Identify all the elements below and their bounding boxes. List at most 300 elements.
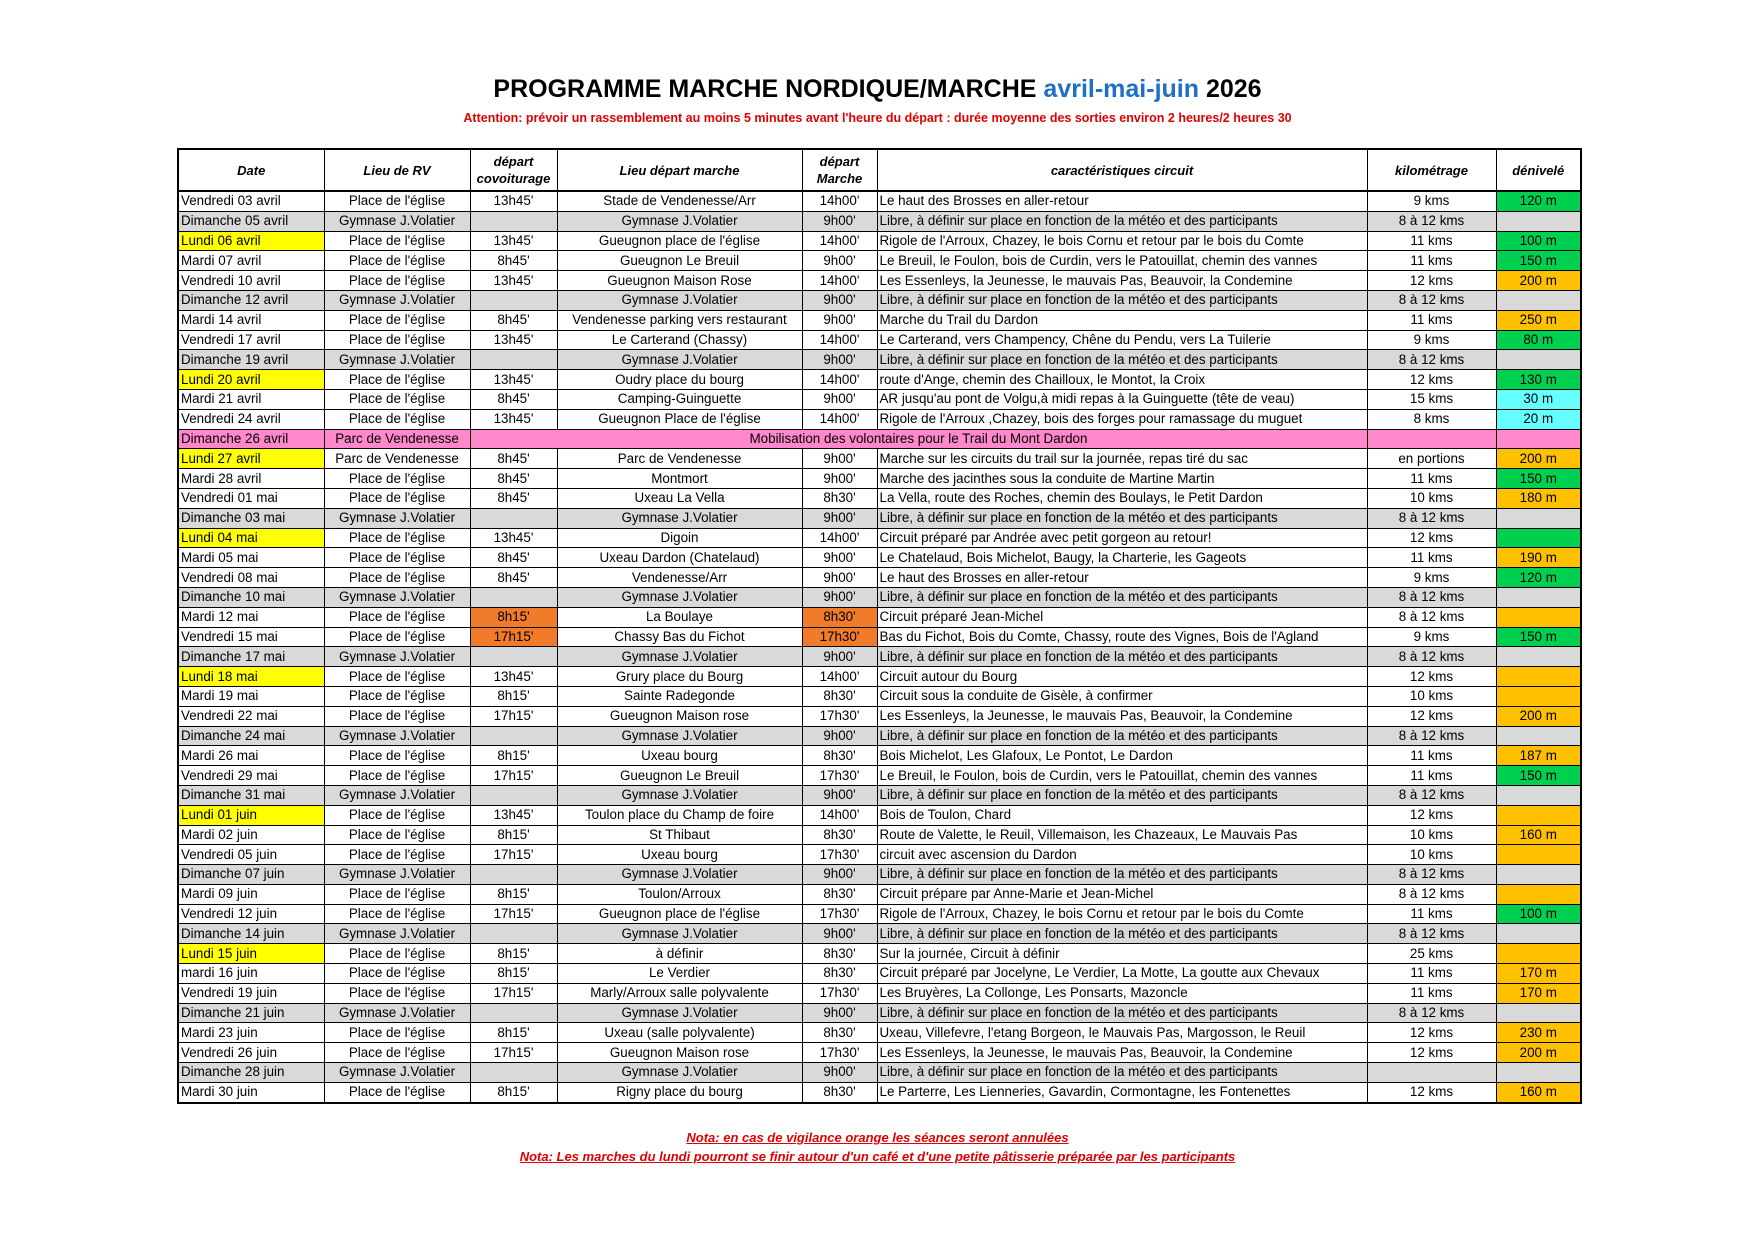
cell-lieu-rv: Gymnase J.Volatier [324, 1003, 470, 1023]
cell-lieu-rv: Place de l'église [324, 1082, 470, 1102]
cell-lieu-rv: Gymnase J.Volatier [324, 865, 470, 885]
cell-depart-marche: 9h00' [802, 587, 877, 607]
cell-denivele: 187 m [1496, 746, 1581, 766]
header-depart-marche: départ Marche [802, 149, 877, 191]
cell-kilometrage [1367, 1063, 1496, 1083]
cell-depart-marche: 17h30' [802, 845, 877, 865]
cell-kilometrage: 8 à 12 kms [1367, 508, 1496, 528]
cell-denivele [1496, 1003, 1581, 1023]
cell-date: Vendredi 10 avril [178, 271, 324, 291]
cell-lieu-depart: Le Verdier [557, 964, 802, 984]
cell-depart-covoiturage: 17h15' [470, 766, 557, 786]
cell-kilometrage: 11 kms [1367, 231, 1496, 251]
cell-depart-marche: 9h00' [802, 251, 877, 271]
cell-depart-covoiturage: 8h15' [470, 944, 557, 964]
cell-lieu-rv: Place de l'église [324, 667, 470, 687]
cell-depart-marche: 9h00' [802, 924, 877, 944]
cell-lieu-depart: Gymnase J.Volatier [557, 647, 802, 667]
cell-denivele: 200 m [1496, 271, 1581, 291]
cell-denivele [1496, 211, 1581, 231]
cell-circuit: Libre, à définir sur place en fonction de la météo et des participants [877, 587, 1367, 607]
cell-lieu-depart: Gymnase J.Volatier [557, 587, 802, 607]
cell-date: Lundi 27 avril [178, 449, 324, 469]
cell-denivele [1496, 805, 1581, 825]
cell-depart-covoiturage: 8h45' [470, 548, 557, 568]
cell-circuit: circuit avec ascension du Dardon [877, 845, 1367, 865]
title-year: 2026 [1205, 75, 1262, 103]
cell-circuit: Le Breuil, le Foulon, bois de Curdin, vers le Patouillat, chemin des vannes [877, 766, 1367, 786]
table-row [178, 469, 1581, 489]
cell-depart-marche: 8h30' [802, 607, 877, 627]
cell-depart-marche: 9h00' [802, 568, 877, 588]
table-row [178, 409, 1581, 429]
cell-depart-marche: 9h00' [802, 350, 877, 370]
cell-denivele: 180 m [1496, 488, 1581, 508]
cell-date: Vendredi 26 juin [178, 1043, 324, 1063]
cell-depart-covoiturage: 13h45' [470, 231, 557, 251]
title-period: avril-mai-juin [1043, 75, 1200, 103]
cell-depart-marche: 9h00' [802, 449, 877, 469]
table-row [178, 667, 1581, 687]
cell-lieu-depart: Vendenesse parking vers restaurant [557, 310, 802, 330]
cell-denivele: 170 m [1496, 964, 1581, 984]
cell-kilometrage: 8 à 12 kms [1367, 884, 1496, 904]
cell-lieu-depart: Gueugnon Maison Rose [557, 271, 802, 291]
cell-circuit: Libre, à définir sur place en fonction de la météo et des participants [877, 924, 1367, 944]
table-row [178, 310, 1581, 330]
cell-date: Dimanche 17 mai [178, 647, 324, 667]
cell-kilometrage: 8 à 12 kms [1367, 924, 1496, 944]
cell-kilometrage: 8 à 12 kms [1367, 647, 1496, 667]
cell-denivele [1496, 726, 1581, 746]
table-row [178, 389, 1581, 409]
cell-lieu-rv: Gymnase J.Volatier [324, 924, 470, 944]
cell-depart-covoiturage: 8h45' [470, 251, 557, 271]
cell-lieu-depart: Uxeau bourg [557, 746, 802, 766]
cell-depart-marche: 14h00' [802, 409, 877, 429]
cell-kilometrage: 11 kms [1367, 904, 1496, 924]
cell-kilometrage: 11 kms [1367, 766, 1496, 786]
cell-circuit: Rigole de l'Arroux ,Chazey, bois des forges pour ramassage du muguet [877, 409, 1367, 429]
cell-depart-covoiturage: 8h15' [470, 686, 557, 706]
cell-lieu-depart: Uxeau La Vella [557, 488, 802, 508]
cell-denivele: 160 m [1496, 825, 1581, 845]
cell-depart-covoiturage: 13h45' [470, 528, 557, 548]
cell-date: Mardi 02 juin [178, 825, 324, 845]
cell-depart-marche: 17h30' [802, 983, 877, 1003]
table-row [178, 330, 1581, 350]
header-kilometrage: kilométrage [1367, 149, 1496, 191]
cell-denivele: 250 m [1496, 310, 1581, 330]
cell-lieu-depart: Grury place du Bourg [557, 667, 802, 687]
cell-lieu-depart: Sainte Radegonde [557, 686, 802, 706]
table-row [178, 607, 1581, 627]
cell-lieu-rv: Place de l'église [324, 884, 470, 904]
cell-depart-covoiturage: 13h45' [470, 191, 557, 211]
cell-lieu-rv: Place de l'église [324, 1023, 470, 1043]
cell-depart-covoiturage: 17h15' [470, 706, 557, 726]
table-row [178, 1082, 1581, 1102]
cell-lieu-rv: Gymnase J.Volatier [324, 290, 470, 310]
header-date: Date [178, 149, 324, 191]
cell-circuit: AR jusqu'au pont de Volgu,à midi repas à la Guinguette (tête de veau) [877, 389, 1367, 409]
cell-kilometrage: 8 à 12 kms [1367, 785, 1496, 805]
cell-depart-marche: 8h30' [802, 746, 877, 766]
cell-depart-covoiturage [470, 508, 557, 528]
cell-lieu-depart: Digoin [557, 528, 802, 548]
cell-denivele [1496, 429, 1581, 449]
cell-lieu-depart: Stade de Vendenesse/Arr [557, 191, 802, 211]
cell-lieu-rv: Place de l'église [324, 706, 470, 726]
cell-kilometrage: en portions [1367, 449, 1496, 469]
table-row [178, 865, 1581, 885]
cell-depart-marche: 17h30' [802, 904, 877, 924]
cell-depart-marche: 14h00' [802, 330, 877, 350]
header-lieu-depart: Lieu départ marche [557, 149, 802, 191]
cell-kilometrage: 9 kms [1367, 568, 1496, 588]
cell-denivele [1496, 290, 1581, 310]
cell-kilometrage: 12 kms [1367, 667, 1496, 687]
cell-date: Mardi 09 juin [178, 884, 324, 904]
table-row [178, 429, 1581, 449]
attention-notice: Attention: prévoir un rassemblement au moins 5 minutes avant l'heure du départ : durée moyenne des sorties environ 2 heures/2 heures 30 [463, 111, 1292, 125]
cell-kilometrage: 12 kms [1367, 370, 1496, 390]
cell-date: Dimanche 03 mai [178, 508, 324, 528]
cell-depart-marche: 14h00' [802, 667, 877, 687]
cell-kilometrage: 12 kms [1367, 706, 1496, 726]
cell-lieu-depart: Parc de Vendenesse [557, 449, 802, 469]
cell-circuit: Circuit préparé Jean-Michel [877, 607, 1367, 627]
cell-kilometrage: 8 à 12 kms [1367, 587, 1496, 607]
cell-depart-covoiturage: 8h15' [470, 1023, 557, 1043]
table-row [178, 944, 1581, 964]
cell-circuit: Circuit autour du Bourg [877, 667, 1367, 687]
table-row [178, 686, 1581, 706]
cell-date: mardi 16 juin [178, 964, 324, 984]
cell-denivele: 120 m [1496, 191, 1581, 211]
cell-denivele [1496, 686, 1581, 706]
cell-denivele: 80 m [1496, 330, 1581, 350]
cell-circuit: La Vella, route des Roches, chemin des Boulays, le Petit Dardon [877, 488, 1367, 508]
cell-lieu-depart: Gymnase J.Volatier [557, 350, 802, 370]
cell-lieu-depart: Le Carterand (Chassy) [557, 330, 802, 350]
cell-date: Dimanche 10 mai [178, 587, 324, 607]
cell-lieu-depart: Toulon place du Champ de foire [557, 805, 802, 825]
table-row [178, 1063, 1581, 1083]
cell-circuit: Le Chatelaud, Bois Michelot, Baugy, la Charterie, les Gageots [877, 548, 1367, 568]
cell-denivele: 150 m [1496, 469, 1581, 489]
cell-lieu-depart: Uxeau Dardon (Chatelaud) [557, 548, 802, 568]
cell-circuit: Libre, à définir sur place en fonction de la météo et des participants [877, 785, 1367, 805]
cell-denivele: 150 m [1496, 766, 1581, 786]
cell-lieu-depart: Gymnase J.Volatier [557, 924, 802, 944]
cell-date: Vendredi 17 avril [178, 330, 324, 350]
cell-depart-covoiturage: 13h45' [470, 805, 557, 825]
cell-date: Vendredi 24 avril [178, 409, 324, 429]
table-row [178, 924, 1581, 944]
cell-lieu-depart: Gueugnon Place de l'église [557, 409, 802, 429]
table-row [178, 251, 1581, 271]
table-row [178, 904, 1581, 924]
cell-denivele: 200 m [1496, 1043, 1581, 1063]
cell-date: Lundi 06 avril [178, 231, 324, 251]
cell-circuit: Bas du Fichot, Bois du Comte, Chassy, route des Vignes, Bois de l'Agland [877, 627, 1367, 647]
cell-circuit: Libre, à définir sur place en fonction de la météo et des participants [877, 726, 1367, 746]
cell-date: Dimanche 12 avril [178, 290, 324, 310]
cell-lieu-rv: Place de l'église [324, 469, 470, 489]
table-row [178, 449, 1581, 469]
cell-kilometrage: 11 kms [1367, 251, 1496, 271]
cell-lieu-rv: Gymnase J.Volatier [324, 726, 470, 746]
cell-circuit: Libre, à définir sur place en fonction de la météo et des participants [877, 865, 1367, 885]
cell-depart-marche: 14h00' [802, 191, 877, 211]
table-row [178, 964, 1581, 984]
cell-kilometrage: 12 kms [1367, 805, 1496, 825]
cell-depart-covoiturage: 8h45' [470, 310, 557, 330]
cell-lieu-rv: Place de l'église [324, 845, 470, 865]
cell-lieu-depart: Gymnase J.Volatier [557, 211, 802, 231]
cell-special-event: Mobilisation des volontaires pour le Trail du Mont Dardon [470, 429, 1367, 449]
cell-depart-covoiturage [470, 726, 557, 746]
cell-kilometrage: 12 kms [1367, 1023, 1496, 1043]
cell-date: Lundi 20 avril [178, 370, 324, 390]
cell-date: Lundi 15 juin [178, 944, 324, 964]
cell-depart-covoiturage: 17h15' [470, 983, 557, 1003]
cell-kilometrage: 12 kms [1367, 1043, 1496, 1063]
cell-lieu-rv: Place de l'église [324, 191, 470, 211]
cell-circuit: Libre, à définir sur place en fonction de la météo et des participants [877, 508, 1367, 528]
cell-denivele [1496, 587, 1581, 607]
cell-lieu-rv: Parc de Vendenesse [324, 429, 470, 449]
table-row [178, 746, 1581, 766]
cell-lieu-depart: Marly/Arroux salle polyvalente [557, 983, 802, 1003]
cell-denivele [1496, 1063, 1581, 1083]
cell-depart-marche: 9h00' [802, 1063, 877, 1083]
cell-depart-marche: 9h00' [802, 647, 877, 667]
cell-kilometrage: 11 kms [1367, 310, 1496, 330]
cell-lieu-rv: Gymnase J.Volatier [324, 211, 470, 231]
cell-date: Lundi 01 juin [178, 805, 324, 825]
cell-depart-marche: 8h30' [802, 1082, 877, 1102]
cell-depart-marche: 8h30' [802, 944, 877, 964]
cell-kilometrage: 25 kms [1367, 944, 1496, 964]
cell-depart-marche: 9h00' [802, 469, 877, 489]
table-row [178, 587, 1581, 607]
cell-lieu-rv: Place de l'église [324, 805, 470, 825]
cell-circuit: Libre, à définir sur place en fonction de la météo et des participants [877, 211, 1367, 231]
cell-lieu-depart: Chassy Bas du Fichot [557, 627, 802, 647]
table-row [178, 884, 1581, 904]
table-row [178, 647, 1581, 667]
cell-date: Vendredi 29 mai [178, 766, 324, 786]
cell-circuit: Rigole de l'Arroux, Chazey, le bois Cornu et retour par le bois du Comte [877, 904, 1367, 924]
cell-depart-covoiturage: 8h15' [470, 1082, 557, 1102]
cell-depart-covoiturage: 8h15' [470, 964, 557, 984]
cell-circuit: Le haut des Brosses en aller-retour [877, 191, 1367, 211]
cell-kilometrage: 8 à 12 kms [1367, 350, 1496, 370]
table-row [178, 290, 1581, 310]
cell-circuit: Marche du Trail du Dardon [877, 310, 1367, 330]
cell-denivele: 230 m [1496, 1023, 1581, 1043]
cell-denivele: 150 m [1496, 627, 1581, 647]
cell-date: Mardi 05 mai [178, 548, 324, 568]
cell-depart-covoiturage [470, 924, 557, 944]
table-row [178, 825, 1581, 845]
cell-depart-marche: 17h30' [802, 1043, 877, 1063]
cell-depart-marche: 14h00' [802, 370, 877, 390]
cell-denivele: 100 m [1496, 231, 1581, 251]
cell-date: Mardi 07 avril [178, 251, 324, 271]
cell-depart-covoiturage [470, 1003, 557, 1023]
cell-date: Dimanche 07 juin [178, 865, 324, 885]
cell-denivele: 100 m [1496, 904, 1581, 924]
cell-circuit: Le haut des Brosses en aller-retour [877, 568, 1367, 588]
cell-lieu-depart: Uxeau bourg [557, 845, 802, 865]
cell-circuit: Libre, à définir sur place en fonction de la météo et des participants [877, 350, 1367, 370]
cell-date: Vendredi 05 juin [178, 845, 324, 865]
table-row [178, 508, 1581, 528]
cell-lieu-rv: Place de l'église [324, 746, 470, 766]
cell-depart-covoiturage [470, 785, 557, 805]
cell-depart-covoiturage: 17h15' [470, 845, 557, 865]
table-row [178, 627, 1581, 647]
cell-lieu-rv: Parc de Vendenesse [324, 449, 470, 469]
cell-depart-covoiturage: 8h15' [470, 607, 557, 627]
table-row [178, 1003, 1581, 1023]
cell-circuit: Les Bruyères, La Collonge, Les Ponsarts, Mazoncle [877, 983, 1367, 1003]
cell-lieu-depart: Gymnase J.Volatier [557, 726, 802, 746]
cell-date: Vendredi 03 avril [178, 191, 324, 211]
cell-denivele: 150 m [1496, 251, 1581, 271]
cell-denivele: 20 m [1496, 409, 1581, 429]
cell-depart-marche: 17h30' [802, 706, 877, 726]
cell-circuit: Bois de Toulon, Chard [877, 805, 1367, 825]
schedule-body [178, 191, 1581, 1103]
cell-kilometrage: 11 kms [1367, 746, 1496, 766]
cell-denivele [1496, 647, 1581, 667]
cell-kilometrage: 11 kms [1367, 548, 1496, 568]
cell-depart-marche: 14h00' [802, 805, 877, 825]
table-row [178, 726, 1581, 746]
cell-date: Mardi 28 avril [178, 469, 324, 489]
cell-denivele [1496, 884, 1581, 904]
cell-depart-covoiturage: 8h15' [470, 746, 557, 766]
cell-date: Vendredi 19 juin [178, 983, 324, 1003]
cell-depart-covoiturage: 17h15' [470, 627, 557, 647]
table-row [178, 568, 1581, 588]
cell-lieu-depart: Gymnase J.Volatier [557, 1003, 802, 1023]
cell-denivele [1496, 528, 1581, 548]
cell-lieu-rv: Place de l'église [324, 330, 470, 350]
cell-circuit: Bois Michelot, Les Glafoux, Le Pontot, Le Dardon [877, 746, 1367, 766]
cell-lieu-rv: Place de l'église [324, 528, 470, 548]
header-lieu-rv: Lieu de RV [324, 149, 470, 191]
cell-date: Mardi 14 avril [178, 310, 324, 330]
cell-depart-covoiturage: 8h45' [470, 389, 557, 409]
cell-denivele [1496, 667, 1581, 687]
cell-depart-marche: 9h00' [802, 1003, 877, 1023]
table-row [178, 191, 1581, 211]
cell-lieu-rv: Place de l'église [324, 370, 470, 390]
cell-denivele [1496, 350, 1581, 370]
cell-depart-marche: 9h00' [802, 726, 877, 746]
cell-denivele: 200 m [1496, 706, 1581, 726]
cell-depart-covoiturage: 13h45' [470, 330, 557, 350]
cell-lieu-rv: Place de l'église [324, 409, 470, 429]
cell-depart-marche: 9h00' [802, 548, 877, 568]
cell-lieu-rv: Gymnase J.Volatier [324, 587, 470, 607]
cell-lieu-rv: Place de l'église [324, 488, 470, 508]
cell-depart-marche: 8h30' [802, 825, 877, 845]
cell-depart-covoiturage [470, 647, 557, 667]
cell-lieu-rv: Place de l'église [324, 1043, 470, 1063]
cell-depart-covoiturage [470, 865, 557, 885]
cell-date: Lundi 04 mai [178, 528, 324, 548]
cell-kilometrage: 8 à 12 kms [1367, 726, 1496, 746]
cell-depart-marche: 17h30' [802, 766, 877, 786]
cell-kilometrage: 9 kms [1367, 191, 1496, 211]
cell-kilometrage: 8 kms [1367, 409, 1496, 429]
cell-date: Dimanche 19 avril [178, 350, 324, 370]
table-row [178, 1043, 1581, 1063]
cell-lieu-depart: Gueugnon Maison rose [557, 706, 802, 726]
cell-lieu-depart: St Thibaut [557, 825, 802, 845]
cell-date: Vendredi 01 mai [178, 488, 324, 508]
cell-circuit: Libre, à définir sur place en fonction de la météo et des participants [877, 290, 1367, 310]
cell-depart-covoiturage [470, 290, 557, 310]
cell-lieu-depart: Uxeau (salle polyvalente) [557, 1023, 802, 1043]
cell-date: Mardi 23 juin [178, 1023, 324, 1043]
cell-denivele: 200 m [1496, 449, 1581, 469]
cell-circuit: Circuit préparé par Jocelyne, Le Verdier, La Motte, La goutte aux Chevaux [877, 964, 1367, 984]
cell-lieu-depart: à définir [557, 944, 802, 964]
cell-lieu-depart: Camping-Guinguette [557, 389, 802, 409]
cell-kilometrage: 11 kms [1367, 983, 1496, 1003]
cell-date: Dimanche 05 avril [178, 211, 324, 231]
cell-kilometrage: 8 à 12 kms [1367, 865, 1496, 885]
cell-depart-marche: 17h30' [802, 627, 877, 647]
cell-date: Vendredi 08 mai [178, 568, 324, 588]
cell-denivele: 30 m [1496, 389, 1581, 409]
cell-depart-marche: 14h00' [802, 528, 877, 548]
cell-circuit: Marche des jacinthes sous la conduite de Martine Martin [877, 469, 1367, 489]
cell-denivele [1496, 944, 1581, 964]
cell-depart-marche: 8h30' [802, 1023, 877, 1043]
cell-denivele: 130 m [1496, 370, 1581, 390]
cell-depart-covoiturage: 8h45' [470, 488, 557, 508]
cell-date: Mardi 12 mai [178, 607, 324, 627]
cell-kilometrage: 8 à 12 kms [1367, 607, 1496, 627]
table-row [178, 231, 1581, 251]
cell-circuit: route d'Ange, chemin des Chailloux, le Montot, la Croix [877, 370, 1367, 390]
cell-date: Lundi 18 mai [178, 667, 324, 687]
cell-denivele: 160 m [1496, 1082, 1581, 1102]
cell-date: Mardi 21 avril [178, 389, 324, 409]
cell-depart-covoiturage [470, 211, 557, 231]
cell-lieu-rv: Place de l'église [324, 389, 470, 409]
cell-lieu-depart: Gueugnon Le Breuil [557, 766, 802, 786]
cell-lieu-rv: Place de l'église [324, 271, 470, 291]
cell-depart-marche: 8h30' [802, 488, 877, 508]
cell-depart-marche: 8h30' [802, 964, 877, 984]
page-title [0, 74, 1755, 104]
cell-depart-marche: 9h00' [802, 389, 877, 409]
cell-depart-covoiturage [470, 587, 557, 607]
cell-depart-covoiturage: 8h45' [470, 469, 557, 489]
cell-circuit: Le Parterre, Les Lienneries, Gavardin, Cormontagne, les Fontenettes [877, 1082, 1367, 1102]
table-row [178, 350, 1581, 370]
cell-kilometrage: 11 kms [1367, 964, 1496, 984]
